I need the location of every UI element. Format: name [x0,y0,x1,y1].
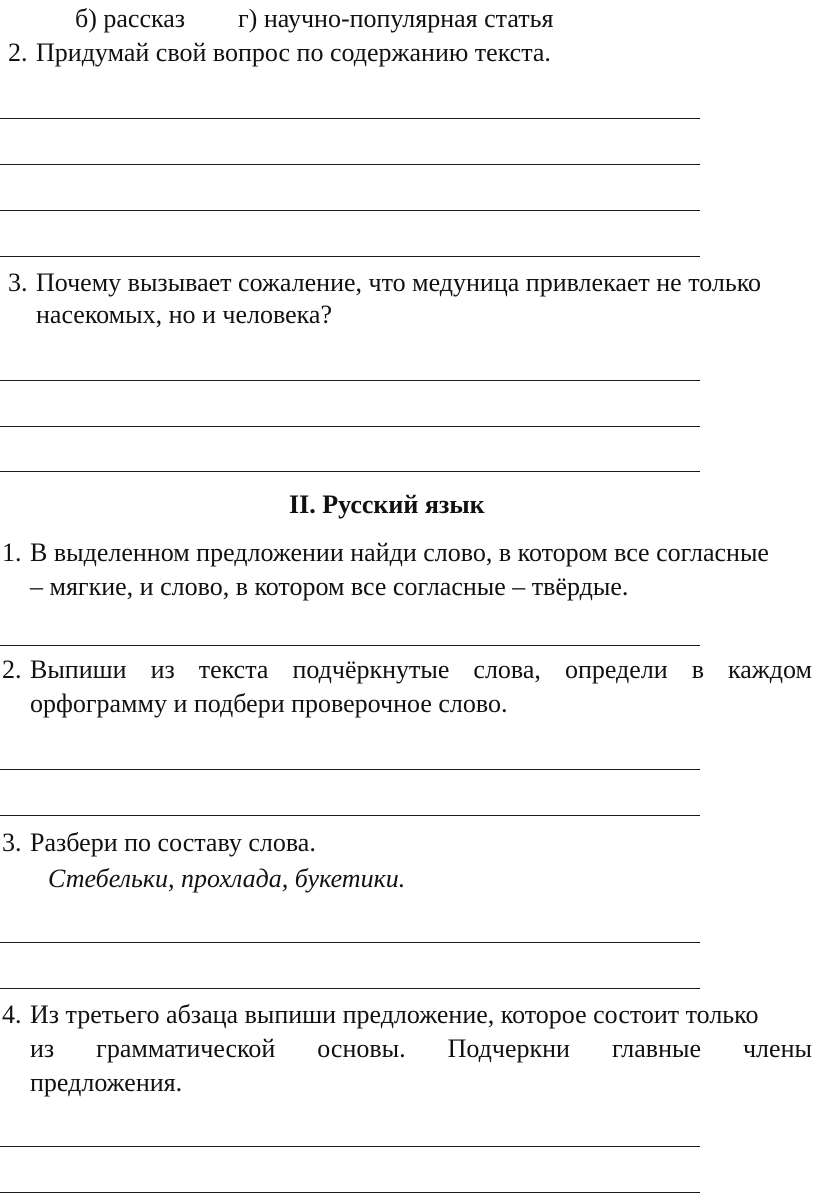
word: из [150,655,175,684]
answer-line [0,942,700,943]
answer-line [0,988,700,989]
section-title: II. Русский язык [289,490,485,519]
answer-line [0,815,700,816]
question-text-line3: предложения. [30,1068,183,1097]
answer-line [0,1192,700,1193]
words-to-parse: Стебельки, прохлада, букетики. [48,864,406,893]
word: Выпиши [30,655,127,684]
question-text-line1: Разбери по составу слова. [30,828,316,857]
question-number: 2. [8,38,28,67]
word: слова, [473,655,541,684]
question-text-line1 [30,655,812,685]
question-text-line2: – мягкие, и слово, в котором все согласные – твёрдые. [30,572,629,601]
answer-line [0,471,700,472]
question-number: 4. [2,1000,22,1029]
question-text-line2: орфограмму и подбери проверочное слово. [30,689,508,718]
answer-line [0,1146,700,1147]
question-text-line1: В выделенном предложении найди слово, в котором все согласные [30,538,769,567]
question-number: 1. [2,538,22,567]
word: каждом [728,655,812,684]
answer-line [0,118,700,119]
answer-line [0,210,700,211]
word: из [30,1034,55,1063]
answer-line [0,380,700,381]
word: основы. [317,1034,406,1063]
word: члены [742,1034,812,1063]
word: определи [564,655,668,684]
answer-line [0,256,700,257]
question-text-line2 [30,1034,812,1064]
question-number: 3. [2,828,22,857]
answer-line [0,164,700,165]
question-text-line1: Из третьего абзаца выпиши предложение, которое состоит только [30,1000,759,1029]
word: Подчеркни [447,1034,570,1063]
question-text: Придумай свой вопрос по содержанию текста. [36,38,551,67]
question-number: 2. [2,655,22,684]
word: грамматической [96,1034,276,1063]
word: главные [611,1034,701,1063]
word: в [691,655,705,684]
option-b: б) рассказ [75,4,186,33]
answer-line [0,426,700,427]
question-number: 3. [8,268,28,297]
answer-line [0,645,700,646]
option-d: г) научно-популярная статья [238,4,554,33]
question-text-line2: насекомых, но и человека? [36,300,332,329]
word: текста [198,655,269,684]
word: подчёркнутые [292,655,450,684]
question-text-line1: Почему вызывает сожаление, что медуница привлекает не только [36,268,762,297]
answer-line [0,769,700,770]
